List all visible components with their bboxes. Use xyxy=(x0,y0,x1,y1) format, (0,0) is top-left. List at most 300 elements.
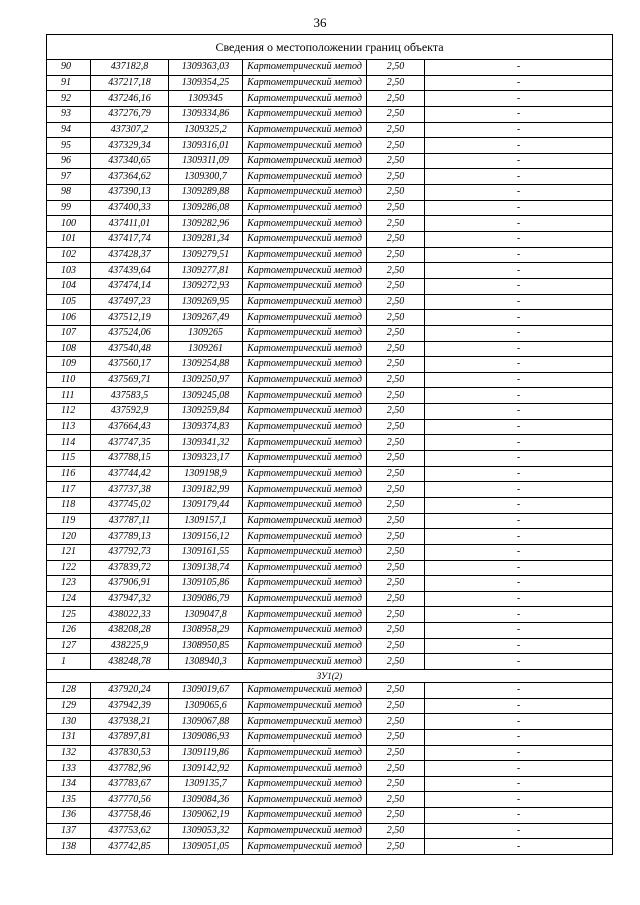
point-number: 93 xyxy=(47,106,91,122)
method: Картометрический метод xyxy=(243,513,367,529)
x-coordinate: 437390,13 xyxy=(91,185,169,201)
y-coordinate: 1309282,96 xyxy=(169,216,243,232)
description: - xyxy=(425,761,613,777)
y-coordinate: 1309363,03 xyxy=(169,60,243,76)
description: - xyxy=(425,357,613,373)
table-row xyxy=(47,560,613,576)
y-coordinate: 1309300,7 xyxy=(169,169,243,185)
description: - xyxy=(425,607,613,623)
method: Картометрический метод xyxy=(243,544,367,560)
y-coordinate: 1309279,51 xyxy=(169,247,243,263)
method: Картометрический метод xyxy=(243,106,367,122)
accuracy: 2,50 xyxy=(367,714,425,730)
point-number: 112 xyxy=(47,404,91,420)
accuracy: 2,50 xyxy=(367,745,425,761)
accuracy: 2,50 xyxy=(367,75,425,91)
description: - xyxy=(425,294,613,310)
method: Картометрический метод xyxy=(243,497,367,513)
table-row xyxy=(47,761,613,777)
x-coordinate: 437788,15 xyxy=(91,451,169,467)
point-number: 102 xyxy=(47,247,91,263)
description: - xyxy=(425,75,613,91)
accuracy: 2,50 xyxy=(367,232,425,248)
table-row xyxy=(47,823,613,839)
accuracy: 2,50 xyxy=(367,341,425,357)
y-coordinate: 1308950,85 xyxy=(169,638,243,654)
point-number: 97 xyxy=(47,169,91,185)
table-row xyxy=(47,185,613,201)
table-row xyxy=(47,372,613,388)
point-number: 123 xyxy=(47,576,91,592)
accuracy: 2,50 xyxy=(367,729,425,745)
point-number: 95 xyxy=(47,138,91,154)
y-coordinate: 1309345 xyxy=(169,91,243,107)
section-row xyxy=(47,669,613,682)
method: Картометрический метод xyxy=(243,372,367,388)
y-coordinate: 1309289,88 xyxy=(169,185,243,201)
x-coordinate: 437792,73 xyxy=(91,544,169,560)
x-coordinate: 437583,5 xyxy=(91,388,169,404)
point-number: 114 xyxy=(47,435,91,451)
description: - xyxy=(425,435,613,451)
accuracy: 2,50 xyxy=(367,200,425,216)
table-row xyxy=(47,714,613,730)
description: - xyxy=(425,623,613,639)
section-label: ЗУ1(2) xyxy=(47,669,613,682)
point-number: 96 xyxy=(47,153,91,169)
table-row xyxy=(47,466,613,482)
y-coordinate: 1309138,74 xyxy=(169,560,243,576)
table-row xyxy=(47,106,613,122)
table-row xyxy=(47,776,613,792)
point-number: 99 xyxy=(47,200,91,216)
method: Картометрический метод xyxy=(243,278,367,294)
y-coordinate: 1309105,86 xyxy=(169,576,243,592)
point-number: 121 xyxy=(47,544,91,560)
description: - xyxy=(425,654,613,670)
accuracy: 2,50 xyxy=(367,388,425,404)
description: - xyxy=(425,451,613,467)
description: - xyxy=(425,247,613,263)
y-coordinate: 1309182,99 xyxy=(169,482,243,498)
x-coordinate: 437744,42 xyxy=(91,466,169,482)
point-number: 118 xyxy=(47,497,91,513)
x-coordinate: 437753,62 xyxy=(91,823,169,839)
accuracy: 2,50 xyxy=(367,122,425,138)
accuracy: 2,50 xyxy=(367,325,425,341)
point-number: 138 xyxy=(47,839,91,855)
method: Картометрический метод xyxy=(243,138,367,154)
description: - xyxy=(425,419,613,435)
accuracy: 2,50 xyxy=(367,654,425,670)
y-coordinate: 1309374,83 xyxy=(169,419,243,435)
accuracy: 2,50 xyxy=(367,60,425,76)
accuracy: 2,50 xyxy=(367,357,425,373)
method: Картометрический метод xyxy=(243,839,367,855)
method: Картометрический метод xyxy=(243,185,367,201)
y-coordinate: 1309325,2 xyxy=(169,122,243,138)
description: - xyxy=(425,745,613,761)
description: - xyxy=(425,153,613,169)
point-number: 124 xyxy=(47,591,91,607)
point-number: 104 xyxy=(47,278,91,294)
y-coordinate: 1309157,1 xyxy=(169,513,243,529)
accuracy: 2,50 xyxy=(367,169,425,185)
description: - xyxy=(425,823,613,839)
description: - xyxy=(425,341,613,357)
accuracy: 2,50 xyxy=(367,372,425,388)
accuracy: 2,50 xyxy=(367,591,425,607)
accuracy: 2,50 xyxy=(367,576,425,592)
y-coordinate: 1308940,3 xyxy=(169,654,243,670)
method: Картометрический метод xyxy=(243,576,367,592)
point-number: 131 xyxy=(47,729,91,745)
x-coordinate: 437569,71 xyxy=(91,372,169,388)
table-row xyxy=(47,404,613,420)
description: - xyxy=(425,560,613,576)
point-number: 116 xyxy=(47,466,91,482)
table-row xyxy=(47,153,613,169)
x-coordinate: 437664,43 xyxy=(91,419,169,435)
x-coordinate: 437770,56 xyxy=(91,792,169,808)
accuracy: 2,50 xyxy=(367,808,425,824)
description: - xyxy=(425,216,613,232)
description: - xyxy=(425,122,613,138)
x-coordinate: 437439,64 xyxy=(91,263,169,279)
y-coordinate: 1309259,84 xyxy=(169,404,243,420)
y-coordinate: 1309065,6 xyxy=(169,698,243,714)
y-coordinate: 1309272,93 xyxy=(169,278,243,294)
x-coordinate: 437428,37 xyxy=(91,247,169,263)
method: Картометрический метод xyxy=(243,357,367,373)
point-number: 128 xyxy=(47,682,91,698)
x-coordinate: 437938,21 xyxy=(91,714,169,730)
y-coordinate: 1309341,32 xyxy=(169,435,243,451)
point-number: 111 xyxy=(47,388,91,404)
description: - xyxy=(425,839,613,855)
x-coordinate: 437411,01 xyxy=(91,216,169,232)
x-coordinate: 437182,8 xyxy=(91,60,169,76)
accuracy: 2,50 xyxy=(367,761,425,777)
y-coordinate: 1309179,44 xyxy=(169,497,243,513)
method: Картометрический метод xyxy=(243,623,367,639)
method: Картометрический метод xyxy=(243,60,367,76)
description: - xyxy=(425,310,613,326)
accuracy: 2,50 xyxy=(367,247,425,263)
boundary-table xyxy=(46,34,613,855)
accuracy: 2,50 xyxy=(367,435,425,451)
table-row xyxy=(47,310,613,326)
method: Картометрический метод xyxy=(243,591,367,607)
y-coordinate: 1309354,25 xyxy=(169,75,243,91)
description: - xyxy=(425,263,613,279)
point-number: 92 xyxy=(47,91,91,107)
x-coordinate: 438225,9 xyxy=(91,638,169,654)
accuracy: 2,50 xyxy=(367,792,425,808)
description: - xyxy=(425,200,613,216)
description: - xyxy=(425,714,613,730)
method: Картометрический метод xyxy=(243,75,367,91)
x-coordinate: 437782,96 xyxy=(91,761,169,777)
point-number: 127 xyxy=(47,638,91,654)
table-row xyxy=(47,623,613,639)
description: - xyxy=(425,729,613,745)
table-row xyxy=(47,529,613,545)
table-row xyxy=(47,544,613,560)
table-row xyxy=(47,232,613,248)
x-coordinate: 437758,46 xyxy=(91,808,169,824)
method: Картометрический метод xyxy=(243,776,367,792)
table-row xyxy=(47,638,613,654)
x-coordinate: 437400,33 xyxy=(91,200,169,216)
x-coordinate: 437524,06 xyxy=(91,325,169,341)
x-coordinate: 437560,17 xyxy=(91,357,169,373)
point-number: 108 xyxy=(47,341,91,357)
table-row xyxy=(47,576,613,592)
method: Картометрический метод xyxy=(243,482,367,498)
description: - xyxy=(425,792,613,808)
accuracy: 2,50 xyxy=(367,839,425,855)
x-coordinate: 437830,53 xyxy=(91,745,169,761)
accuracy: 2,50 xyxy=(367,776,425,792)
table-row xyxy=(47,341,613,357)
x-coordinate: 437307,2 xyxy=(91,122,169,138)
y-coordinate: 1309142,92 xyxy=(169,761,243,777)
method: Картометрический метод xyxy=(243,388,367,404)
table-row xyxy=(47,138,613,154)
method: Картометрический метод xyxy=(243,216,367,232)
x-coordinate: 437217,18 xyxy=(91,75,169,91)
method: Картометрический метод xyxy=(243,761,367,777)
y-coordinate: 1309277,81 xyxy=(169,263,243,279)
accuracy: 2,50 xyxy=(367,638,425,654)
accuracy: 2,50 xyxy=(367,185,425,201)
y-coordinate: 1309156,12 xyxy=(169,529,243,545)
point-number: 109 xyxy=(47,357,91,373)
x-coordinate: 437906,91 xyxy=(91,576,169,592)
description: - xyxy=(425,466,613,482)
point-number: 100 xyxy=(47,216,91,232)
y-coordinate: 1309135,7 xyxy=(169,776,243,792)
accuracy: 2,50 xyxy=(367,153,425,169)
method: Картометрический метод xyxy=(243,729,367,745)
y-coordinate: 1309261 xyxy=(169,341,243,357)
x-coordinate: 437474,14 xyxy=(91,278,169,294)
point-number: 115 xyxy=(47,451,91,467)
point-number: 129 xyxy=(47,698,91,714)
y-coordinate: 1309051,05 xyxy=(169,839,243,855)
accuracy: 2,50 xyxy=(367,278,425,294)
method: Картометрический метод xyxy=(243,200,367,216)
point-number: 137 xyxy=(47,823,91,839)
table-row xyxy=(47,60,613,76)
method: Картометрический метод xyxy=(243,341,367,357)
y-coordinate: 1309084,36 xyxy=(169,792,243,808)
point-number: 103 xyxy=(47,263,91,279)
point-number: 134 xyxy=(47,776,91,792)
method: Картометрический метод xyxy=(243,714,367,730)
x-coordinate: 438248,78 xyxy=(91,654,169,670)
accuracy: 2,50 xyxy=(367,560,425,576)
x-coordinate: 437747,35 xyxy=(91,435,169,451)
description: - xyxy=(425,60,613,76)
x-coordinate: 437787,11 xyxy=(91,513,169,529)
method: Картометрический метод xyxy=(243,682,367,698)
table-row xyxy=(47,745,613,761)
method: Картометрический метод xyxy=(243,153,367,169)
table-row xyxy=(47,357,613,373)
x-coordinate: 438208,28 xyxy=(91,623,169,639)
point-number: 105 xyxy=(47,294,91,310)
table-row xyxy=(47,839,613,855)
point-number: 98 xyxy=(47,185,91,201)
table-row xyxy=(47,200,613,216)
point-number: 132 xyxy=(47,745,91,761)
description: - xyxy=(425,544,613,560)
description: - xyxy=(425,591,613,607)
x-coordinate: 437246,16 xyxy=(91,91,169,107)
table-row xyxy=(47,654,613,670)
table-row xyxy=(47,682,613,698)
point-number: 110 xyxy=(47,372,91,388)
table-row xyxy=(47,91,613,107)
x-coordinate: 437839,72 xyxy=(91,560,169,576)
accuracy: 2,50 xyxy=(367,482,425,498)
accuracy: 2,50 xyxy=(367,138,425,154)
accuracy: 2,50 xyxy=(367,310,425,326)
accuracy: 2,50 xyxy=(367,263,425,279)
method: Картометрический метод xyxy=(243,529,367,545)
y-coordinate: 1309281,34 xyxy=(169,232,243,248)
method: Картометрический метод xyxy=(243,294,367,310)
accuracy: 2,50 xyxy=(367,497,425,513)
description: - xyxy=(425,698,613,714)
table-row xyxy=(47,325,613,341)
description: - xyxy=(425,482,613,498)
table-row xyxy=(47,729,613,745)
y-coordinate: 1309047,8 xyxy=(169,607,243,623)
y-coordinate: 1309245,08 xyxy=(169,388,243,404)
method: Картометрический метод xyxy=(243,466,367,482)
method: Картометрический метод xyxy=(243,247,367,263)
y-coordinate: 1309086,79 xyxy=(169,591,243,607)
x-coordinate: 437497,23 xyxy=(91,294,169,310)
description: - xyxy=(425,682,613,698)
description: - xyxy=(425,513,613,529)
point-number: 135 xyxy=(47,792,91,808)
accuracy: 2,50 xyxy=(367,607,425,623)
method: Картометрический метод xyxy=(243,169,367,185)
accuracy: 2,50 xyxy=(367,623,425,639)
point-number: 126 xyxy=(47,623,91,639)
table-title: Сведения о местоположении границ объекта xyxy=(47,35,613,60)
description: - xyxy=(425,497,613,513)
method: Картометрический метод xyxy=(243,451,367,467)
accuracy: 2,50 xyxy=(367,513,425,529)
method: Картометрический метод xyxy=(243,91,367,107)
description: - xyxy=(425,91,613,107)
point-number: 94 xyxy=(47,122,91,138)
x-coordinate: 437329,34 xyxy=(91,138,169,154)
method: Картометрический метод xyxy=(243,808,367,824)
x-coordinate: 437947,32 xyxy=(91,591,169,607)
method: Картометрический метод xyxy=(243,122,367,138)
x-coordinate: 437417,74 xyxy=(91,232,169,248)
point-number: 1 xyxy=(47,654,91,670)
y-coordinate: 1309019,67 xyxy=(169,682,243,698)
description: - xyxy=(425,638,613,654)
description: - xyxy=(425,232,613,248)
y-coordinate: 1309334,86 xyxy=(169,106,243,122)
point-number: 133 xyxy=(47,761,91,777)
table-row xyxy=(47,435,613,451)
point-number: 136 xyxy=(47,808,91,824)
x-coordinate: 437512,19 xyxy=(91,310,169,326)
y-coordinate: 1309254,88 xyxy=(169,357,243,373)
point-number: 101 xyxy=(47,232,91,248)
description: - xyxy=(425,808,613,824)
accuracy: 2,50 xyxy=(367,544,425,560)
accuracy: 2,50 xyxy=(367,91,425,107)
method: Картометрический метод xyxy=(243,654,367,670)
x-coordinate: 437942,39 xyxy=(91,698,169,714)
method: Картометрический метод xyxy=(243,263,367,279)
accuracy: 2,50 xyxy=(367,682,425,698)
description: - xyxy=(425,404,613,420)
description: - xyxy=(425,388,613,404)
table-row xyxy=(47,808,613,824)
x-coordinate: 437745,02 xyxy=(91,497,169,513)
y-coordinate: 1309265 xyxy=(169,325,243,341)
x-coordinate: 437789,13 xyxy=(91,529,169,545)
x-coordinate: 437737,38 xyxy=(91,482,169,498)
x-coordinate: 437742,85 xyxy=(91,839,169,855)
page-number: 36 xyxy=(313,15,327,30)
accuracy: 2,50 xyxy=(367,451,425,467)
table-row xyxy=(47,294,613,310)
point-number: 125 xyxy=(47,607,91,623)
point-number: 107 xyxy=(47,325,91,341)
point-number: 106 xyxy=(47,310,91,326)
description: - xyxy=(425,169,613,185)
table-row xyxy=(47,497,613,513)
point-number: 90 xyxy=(47,60,91,76)
description: - xyxy=(425,372,613,388)
table-row xyxy=(47,216,613,232)
x-coordinate: 437340,65 xyxy=(91,153,169,169)
point-number: 122 xyxy=(47,560,91,576)
y-coordinate: 1309119,86 xyxy=(169,745,243,761)
y-coordinate: 1309161,55 xyxy=(169,544,243,560)
description: - xyxy=(425,776,613,792)
y-coordinate: 1309250,97 xyxy=(169,372,243,388)
table-row xyxy=(47,278,613,294)
method: Картометрический метод xyxy=(243,325,367,341)
method: Картометрический метод xyxy=(243,560,367,576)
method: Картометрический метод xyxy=(243,638,367,654)
x-coordinate: 437920,24 xyxy=(91,682,169,698)
y-coordinate: 1309269,95 xyxy=(169,294,243,310)
table-row xyxy=(47,75,613,91)
table-row xyxy=(47,388,613,404)
description: - xyxy=(425,278,613,294)
method: Картометрический метод xyxy=(243,607,367,623)
description: - xyxy=(425,325,613,341)
method: Картометрический метод xyxy=(243,745,367,761)
description: - xyxy=(425,529,613,545)
table-row xyxy=(47,263,613,279)
y-coordinate: 1309198,9 xyxy=(169,466,243,482)
